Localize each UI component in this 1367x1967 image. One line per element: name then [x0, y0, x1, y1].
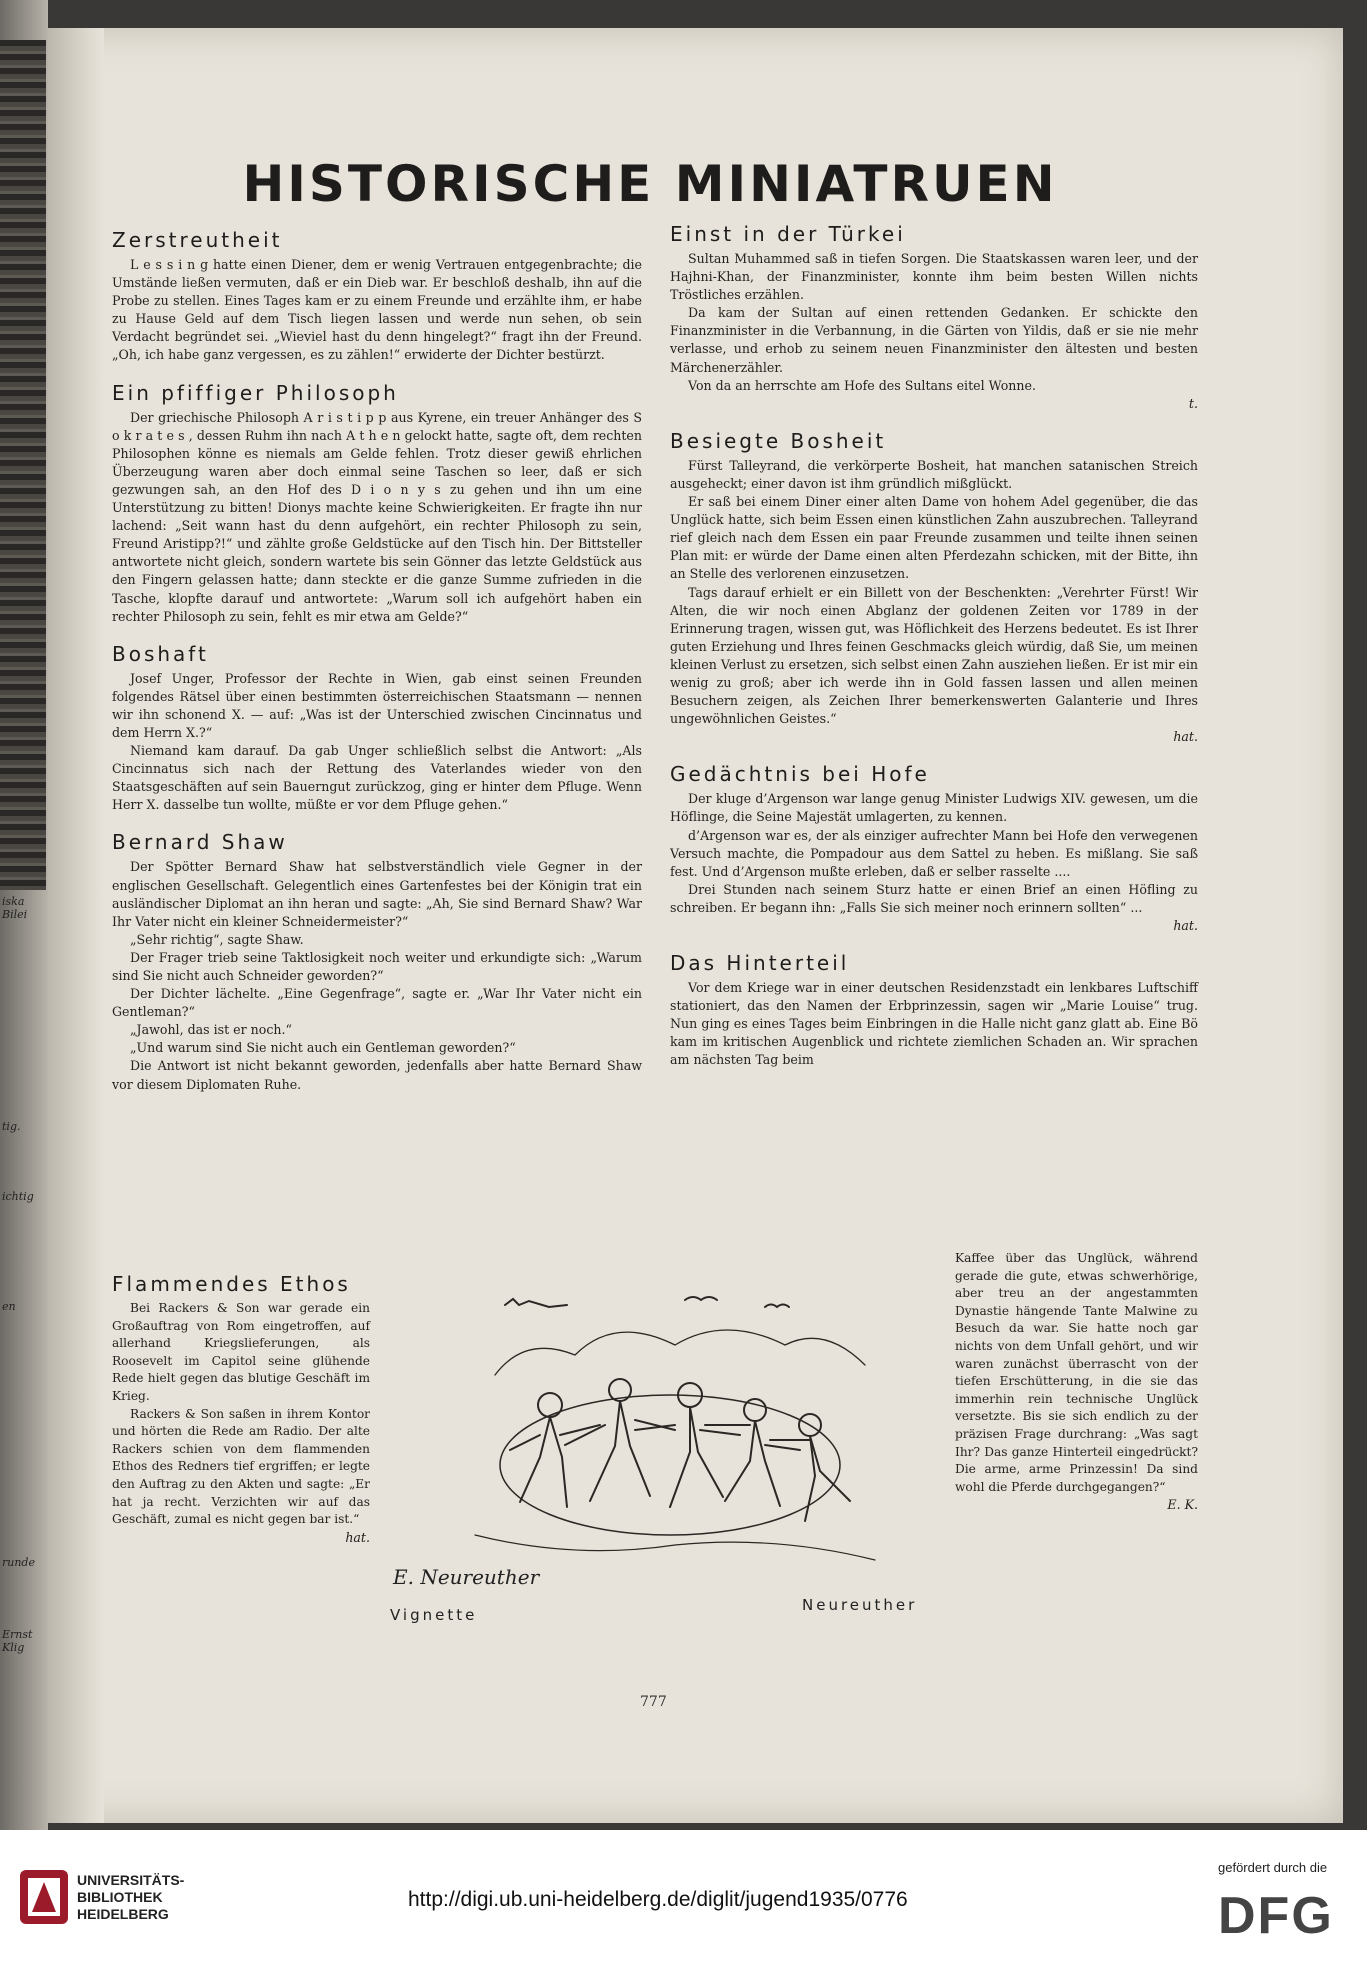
- article-tuerkei: [670, 222, 1198, 413]
- article-paragraph: Rackers & Son saßen in ihrem Kontor und hörten die Rede am Radio. Der alte Rackers schien von dem flammenden Ethos des Redners tief ergriffen; er legte den Auftrag zu den Akten und sagte: „Er hat ja recht. Verzichten wir auf das Geschäft, zumal es nicht gegen bar ist.“: [112, 1406, 370, 1527]
- article-philosoph: [112, 381, 642, 626]
- article-paragraph: Fürst Talleyrand, die verkörperte Bosheit, hat manchen satanischen Streich ausgeheckt; einer davon ist ihm gründlich mißglückt.: [670, 457, 1198, 491]
- article-paragraph: Sultan Muhammed saß in tiefen Sorgen. Die Staatskassen waren leer, und der Hajhni-Khan, der Finanzminister, konnte ihm beim besten Willen nichts Tröstliches erzählen.: [670, 251, 1198, 303]
- article-heading: Besiegte Bosheit: [670, 428, 887, 453]
- sky-strokes: [685, 1297, 717, 1300]
- article-paragraph: Drei Stunden nach seinem Sturz hatte er einen Brief an einen Höfling zu schreiben. Er begann ihn: „Falls Sie sich meiner noch erinnern sollten“ ...: [670, 881, 1198, 915]
- article-heading: Gedächtnis bei Hofe: [670, 762, 930, 787]
- article-paragraph: d’Argenson war es, der als einziger aufrechter Mann bei Hofe den verwegenen Versuch machte, die Pompadour aus dem Sattel zu heben. Es mißlang. Sie saß fest. Und d’Argenson mußte erleben, daß er selber rasselte ....: [670, 827, 1198, 879]
- article-signature: hat.: [345, 1529, 370, 1545]
- article-gedaechtnis: [670, 762, 1198, 935]
- library-name[interactable]: [77, 1872, 184, 1923]
- sky-strokes: [505, 1299, 567, 1307]
- article-paragraph: Bei Rackers & Son war gerade ein Großauftrag von Rom eingetroffen, auf allerhand Kriegslieferungen, als Roosevelt im Capitol seine glühende Rede hielt gegen das blutige Geschäft im Krieg.: [112, 1301, 370, 1403]
- library-name-line: HEIDELBERG: [77, 1906, 169, 1922]
- page-title: HISTORISCHE MINIATRUEN: [242, 155, 1058, 213]
- article-paragraph: „Sehr richtig“, sagte Shaw.: [130, 931, 304, 947]
- university-seal-icon: [18, 1868, 70, 1926]
- article-heading: Boshaft: [112, 641, 209, 666]
- article-paragraph: Der griechische Philosoph A r i s t i p p aus Kyrene, ein treuer Anhänger des S o k r a t e s , dessen Ruhm ihn nach A t h e n gelockt hatte, sagte oft, dem rechten Philosophen könne es niemals am Gelde fehlen. Trotz dieser gewiß ehrlichen Überzeugung waren aber doch einmal seine Taschen so leer, daß er sich gezwungen sah, an den Hof des D i o n y s zu gehen und ihn um eine Unterstützung zu bitten! Dionys machte keine Schwierigkeiten. Er fragte ihn nur lachend: „Seit wann hast du denn aufgehört, ein rechter Philosoph zu sein, Freund Aristipp?!“ und zählte große Geldstücke auf den Tisch hin. Der Bittsteller antwortete nicht gleich, sondern wartete bis sein Gönner das letzte Geldstück aus den Fingern gelassen hatte; dann steckte er die ganze Summe zufrieden in die Tasche, klopfte darauf und antwortete: „Warum soll ich aufgehört haben ein rechter Philosoph zu sein, fehlt es mir etwa am Gelde?“: [112, 409, 642, 624]
- article-heading: Zerstreutheit: [112, 228, 283, 252]
- previous-page-photo: [0, 40, 46, 890]
- article-hinterteil-continued: [955, 1250, 1198, 1514]
- figure-body: [565, 1401, 675, 1501]
- article-zerstreutheit: [112, 228, 642, 365]
- article-heading: Das Hinterteil: [670, 951, 850, 976]
- article-paragraph: Der kluge d’Argenson war lange genug Minister Ludwigs XIV. gewesen, um die Höflinge, die Seine Majestät umlagerten, zu kennen.: [670, 791, 1198, 825]
- article-signature: hat.: [1173, 729, 1198, 745]
- source-url-link[interactable]: http://digi.ub.uni-heidelberg.de/diglit/jugend1935/0776: [408, 1888, 908, 1911]
- figure-body: [700, 1421, 810, 1506]
- article-bernard-shaw: [112, 830, 642, 1093]
- left-column: [112, 228, 642, 1110]
- article-paragraph: Er saß bei einem Diner einer alten Dame von hohem Adel gegenüber, die das Unglück hatte, sich beim Essen einen künstlichen Zahn auszubrechen. Talleyrand rief gleich nach dem Essen ein paar Freunde zusammen und teilte ihnen seinen Plan mit: er würde der Dame einen alten Pferdezahn schicken, mit der Bitte, ihn an Stelle des verlorenen einzusetzen.: [670, 494, 1198, 582]
- article-paragraph: Von da an herrschte am Hofe des Sultans eitel Wonne.: [688, 377, 1036, 393]
- figure-body: [510, 1417, 600, 1507]
- previous-page-fragment: runde: [2, 1556, 35, 1569]
- article-heading: Einst in der Türkei: [670, 222, 906, 246]
- article-paragraph: Der Dichter lächelte. „Eine Gegenfrage“, sagte er. „War Ihr Vater nicht ein Gentleman?“: [112, 986, 642, 1020]
- article-paragraph: Da kam der Sultan auf einen rettenden Gedanken. Er schickte den Finanzminister in die Verbannung, in die Gärten von Yildis, daß er sie nie mehr verlasse, und erhob zu seinem neuen Finanzminister den ältesten und besten Märchenerzähler.: [670, 305, 1198, 375]
- article-flammendes-ethos: [112, 1272, 370, 1547]
- article-hinterteil: [670, 951, 1198, 1069]
- article-paragraph: Niemand kam darauf. Da gab Unger schließlich selbst die Antwort: „Als Cincinnatus sich nach der Rettung des Vaterlandes wieder von den Staatsgeschäften auf sein Bauerngut zurückzog, ging er hinter dem Pfluge. Wenn Herr X. dasselbe tun wollte, müßte er vor dem Pfluge gehen.“: [112, 743, 642, 813]
- article-paragraph: Tags darauf erhielt er ein Billett von der Beschenkten: „Verehrter Fürst! Wir Alten, die wir noch einen Abglanz der goldenen Zeiten vor 1789 in der Erinnerung tragen, wissen gut, was Höflichkeit des Herzens bedeutet. Es ist Ihrer guten Erziehung und Ihres feinen Geschmacks gleich würdig, daß Sie, um meinen kleinen Verlust zu ersetzen, sich selbst einen Zahn ausziehen ließen. Er ist mir ein wenig zu groß; aber ich werde ihn in Gold fassen lassen und allen meinen Besuchern zeigen, als Zeichen Ihrer bemerkenswerten Galanterie und Ihres ungewöhnlichen Geistes.“: [670, 584, 1198, 727]
- right-column: [670, 222, 1198, 1070]
- article-heading: Ein pfiffiger Philosoph: [112, 380, 399, 405]
- article-paragraph: Josef Unger, Professor der Rechte in Wien, gab einst seinen Freunden folgendes Rätsel über einen bestimmten österreichischen Staatsmann — nennen wir ihn schonend X. — auf: „Was ist der Unterschied zwischen Cincinnatus und dem Herrn X.?“: [112, 670, 642, 740]
- page-binding-shadow: [48, 28, 104, 1823]
- footer-bar: [0, 1830, 1367, 1967]
- vignette-artist-label: Neureuther: [802, 1596, 918, 1614]
- article-paragraph: „Und warum sind Sie nicht auch ein Gentleman geworden?“: [130, 1040, 516, 1056]
- previous-page-fragment: iska Bilei: [2, 895, 28, 921]
- article-paragraph: Der Spötter Bernard Shaw hat selbstverständlich viele Gegner in der englischen Gesellschaft. Gelegentlich eines Gartenfestes bei der Königin trat ein ausländischer Diplomat an ihn heran und sagte: „Ah, Sie sind Bernard Shaw? War Ihr Vater nicht ein kleiner Schneidermeister?“: [112, 859, 642, 929]
- article-paragraph: „Jawohl, das ist er noch.“: [130, 1022, 292, 1038]
- vignette-label: Vignette: [390, 1606, 478, 1624]
- figure-body: [635, 1407, 750, 1507]
- figure-head: [538, 1393, 562, 1417]
- previous-page-edge: [0, 0, 48, 1830]
- article-paragraph: Der Frager trieb seine Taktlosigkeit noch weiter und erkundigte sich: „Warum sind Sie nicht auch Schneider geworden?“: [112, 949, 642, 983]
- article-paragraph: Die Antwort ist nicht bekannt geworden, jedenfalls aber hatte Bernard Shaw vor diesem Diplomaten Ruhe.: [112, 1058, 642, 1092]
- page-number: 777: [640, 1694, 667, 1710]
- figure-head: [744, 1399, 766, 1421]
- library-name-line: UNIVERSITÄTS-: [77, 1872, 185, 1888]
- cloud-line: [495, 1330, 865, 1375]
- article-signature: E. K.: [1167, 1497, 1198, 1513]
- dfg-logo[interactable]: DFG: [1218, 1887, 1334, 1945]
- article-boshaft: [112, 642, 642, 815]
- article-besiegte-bosheit: [670, 429, 1198, 747]
- sky-strokes: [765, 1305, 789, 1308]
- ground-line: [475, 1535, 875, 1560]
- article-heading: Flammendes Ethos: [112, 1272, 351, 1296]
- library-name-line: BIBLIOTHEK: [77, 1889, 163, 1905]
- previous-page-fragment: Ernst Klig: [2, 1628, 33, 1654]
- article-paragraph: Kaffee über das Unglück, während gerade die gute, etwas schwerhörige, aber treu an der angestammten Dynastie hängende Tante Malwine zu Besuch da war. Sie hatte noch gar nichts von dem Unfall gehört, und wir waren zunächst überrascht von der tiefen Erschütterung, in die sie das immerhin rein technische Unglück versetzte. Bis sie sich endlich zu der präzisen Frage durchrang: „Was sagt Ihr? Das ganze Hinterteil eingedrückt? Die arme, arme Prinzessin! Da sind wohl die Pferde durchgegangen?“: [955, 1251, 1198, 1494]
- article-signature: hat.: [1173, 918, 1198, 933]
- article-paragraph: L e s s i n g hatte einen Diener, dem er wenig Vertrauen entgegenbrachte; die Umstände ließen vermuten, daß er ein Dieb war. Er beschloß deshalb, ihn auf die Probe zu stellen. Eines Tages kam er zu einem Freunde und erzählte ihm, er habe zu Hause Geld auf dem Tisch liegen lassen und werde nun sehen, ob sein Verdacht begründet sei. „Wieviel hast du denn hingelegt?“ fragt ihn der Freund. „Oh, ich habe ganz vergessen, es zu zählen!“ erwiderte der Dichter bestürzt.: [112, 257, 642, 363]
- article-paragraph: Vor dem Kriege war in einer deutschen Residenzstadt ein lenkbares Luftschiff stationiert, das den Namen der Erbprinzessin, sagen wir „Marie Louise“ trug. Nun ging es eines Tages beim Einbringen in die Halle nicht ganz glatt ab. Eine Bö kam im kritischen Augenblick und richtete ziemlichen Schaden an. Wir sprachen am nächsten Tag beim: [670, 980, 1198, 1068]
- artist-signature: E. Neureuther: [393, 1565, 540, 1589]
- previous-page-fragment: en: [2, 1300, 16, 1313]
- previous-page-fragment: ichtig: [2, 1190, 34, 1203]
- article-heading: Bernard Shaw: [112, 830, 288, 855]
- previous-page-fragment: tig.: [2, 1120, 21, 1133]
- funding-note: gefördert durch die: [1218, 1860, 1328, 1875]
- article-signature: t.: [1188, 395, 1198, 411]
